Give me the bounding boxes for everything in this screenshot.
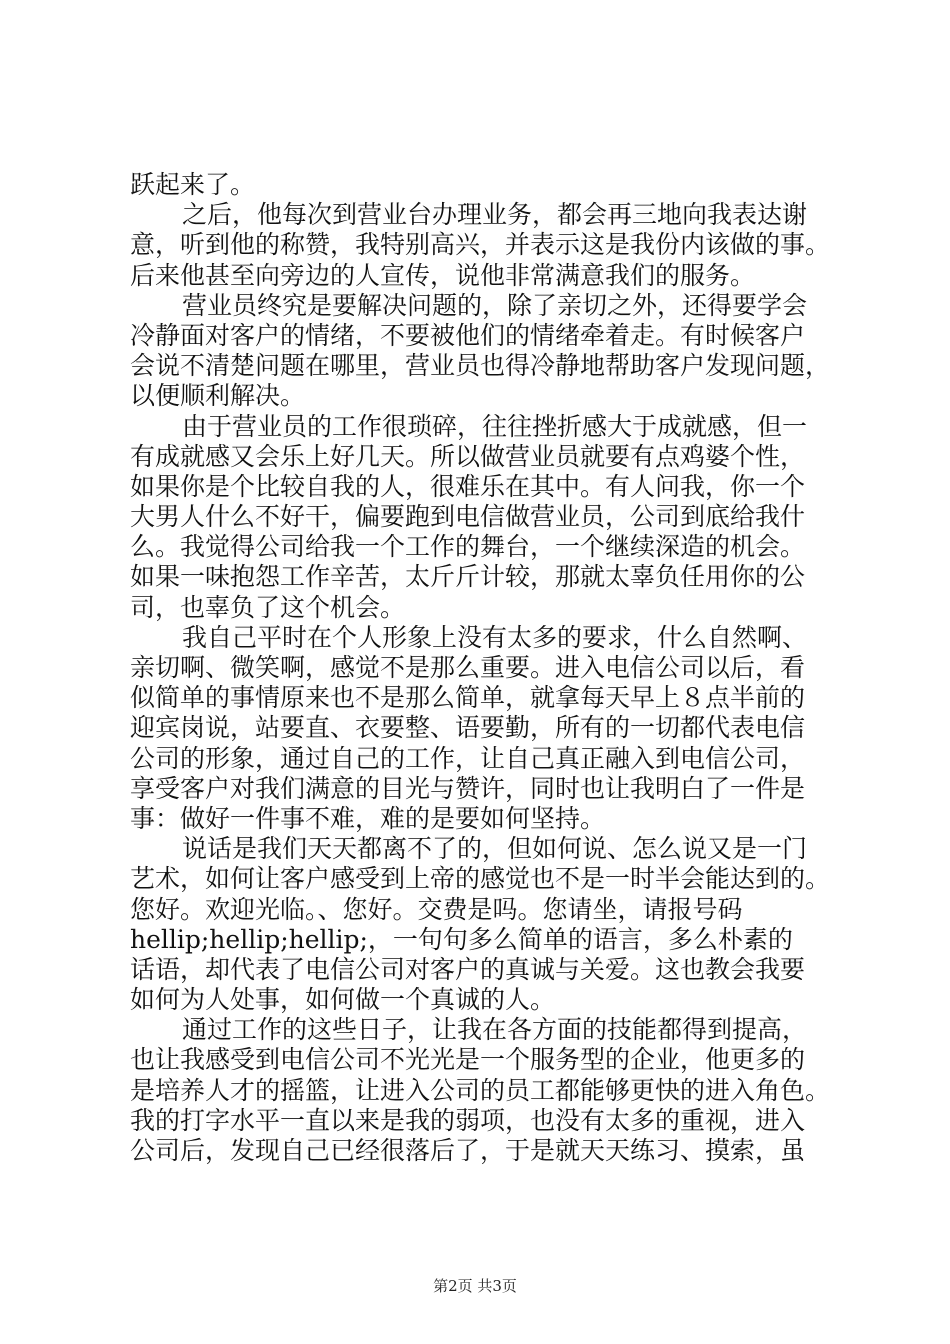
text-line: 冷静面对客户的情绪，不要被他们的情绪牵着走。有时候客户 bbox=[130, 320, 806, 350]
text-line: 艺术，如何让客户感受到上帝的感觉也不是一时半会能达到的。 bbox=[130, 864, 831, 894]
text-line: 公司的形象，通过自己的工作，让自己真正融入到电信公司， bbox=[130, 743, 806, 773]
text-line: 我的打字水平一直以来是我的弱项，也没有太多的重视，进入 bbox=[130, 1105, 806, 1135]
text-line: 么。我觉得公司给我一个工作的舞台，一个继续深造的机会。 bbox=[130, 532, 806, 562]
text-line: 后来他甚至向旁边的人宣传，说他非常满意我们的服务。 bbox=[130, 260, 756, 290]
paragraph-start-line: 说话是我们天天都离不了的，但如何说、怎么说又是一门 bbox=[182, 834, 808, 864]
text-line: 有成就感又会乐上好几天。所以做营业员就要有点鸡婆个性， bbox=[130, 441, 806, 471]
text-line: 意，听到他的称赞，我特别高兴，并表示这是我份内该做的事。 bbox=[130, 230, 831, 260]
text-line: 迎宾岗说，站要直、衣要整、语要勤，所有的一切都代表电信 bbox=[130, 713, 806, 743]
paragraph-start-line: 通过工作的这些日子，让我在各方面的技能都得到提高， bbox=[182, 1015, 808, 1045]
body-text bbox=[130, 170, 830, 1166]
text-line: 公司后，发现自己已经很落后了，于是就天天练习、摸索，虽 bbox=[130, 1136, 806, 1165]
text-line: 是培养人才的摇篮，让进入公司的员工都能够更快的进入角色。 bbox=[130, 1075, 831, 1105]
text-line: 您好。欢迎光临。、您好。交费是吗。您请坐，请报号码 bbox=[130, 894, 743, 924]
paragraph-start-line: 我自己平时在个人形象上没有太多的要求，什么自然啊、 bbox=[182, 622, 808, 652]
text-line: 司，也辜负了这个机会。 bbox=[130, 592, 406, 622]
text-line: hellip;hellip;hellip;，一句句多么简单的语言，多么朴素的 bbox=[130, 924, 793, 954]
text-line: 也让我感受到电信公司不光光是一个服务型的企业，他更多的 bbox=[130, 1045, 806, 1075]
page-number-footer: 第2页 共3页 bbox=[433, 1277, 517, 1295]
text-line: 如何为人处事，如何做一个真诚的人。 bbox=[130, 985, 556, 1015]
text-line: 跃起来了。 bbox=[130, 170, 256, 199]
text-line: 大男人什么不好干，偏要跑到电信做营业员，公司到底给我什 bbox=[130, 502, 806, 532]
text-line: 话语，却代表了电信公司对客户的真诚与关爱。这也教会我要 bbox=[130, 954, 806, 984]
text-line: 以便顺利解决。 bbox=[130, 381, 306, 411]
text-line: 如果一味抱怨工作辛苦，太斤斤计较，那就太辜负任用你的公 bbox=[130, 562, 806, 592]
text-line: 亲切啊、微笑啊，感觉不是那么重要。进入电信公司以后，看 bbox=[130, 653, 806, 682]
text-line: 会说不清楚问题在哪里，营业员也得冷静地帮助客户发现问题， bbox=[130, 351, 831, 381]
paragraph-start-line: 营业员终究是要解决问题的，除了亲切之外，还得要学会 bbox=[182, 290, 808, 320]
text-line: 似简单的事情原来也不是那么简单，就拿每天早上８点半前的 bbox=[130, 683, 806, 713]
text-line: 如果你是个比较自我的人，很难乐在其中。有人问我，你一个 bbox=[130, 471, 806, 501]
text-line: 事：做好一件事不难，难的是要如何坚持。 bbox=[130, 803, 606, 833]
paragraph-start-line: 之后，他每次到营业台办理业务，都会再三地向我表达谢 bbox=[182, 200, 808, 230]
text-line: 享受客户对我们满意的目光与赞许，同时也让我明白了一件是 bbox=[130, 773, 806, 803]
paragraph-start-line: 由于营业员的工作很琐碎，往往挫折感大于成就感，但一 bbox=[182, 411, 808, 441]
